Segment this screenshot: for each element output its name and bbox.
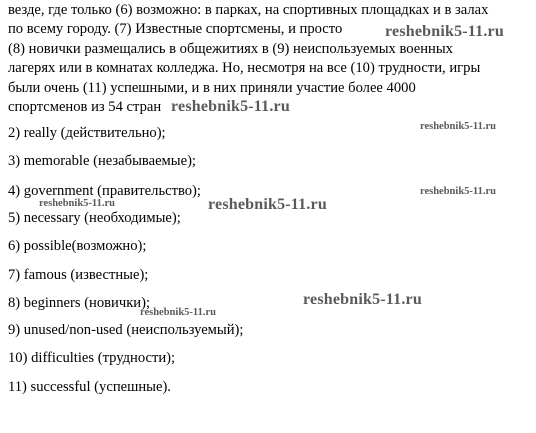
watermark-logo: reshebnik5-11.ru <box>171 98 290 115</box>
watermark-logo: reshebnik5-11.ru <box>39 198 115 209</box>
watermark-logo: reshebnik5-11.ru <box>303 291 422 308</box>
paragraph-line: по всему городу. (7) Известные спортсмены, и просто <box>8 21 343 38</box>
watermark-logo: reshebnik5-11.ru <box>420 121 496 132</box>
answer-item-9: 9) unused/non-used (неиспользуемый); <box>8 322 244 338</box>
answer-item-6: 6) possible(возможно); <box>8 238 147 254</box>
watermark-logo: reshebnik5-11.ru <box>420 186 496 197</box>
paragraph-line: везде, где только (6) возможно: в парках, на спортивных площадках и в залах <box>8 2 489 18</box>
answer-item-3: 3) memorable (незабываемые); <box>8 153 196 169</box>
answer-item-10: 10) difficulties (трудности); <box>8 350 176 366</box>
watermark-logo: reshebnik5-11.ru <box>385 23 504 40</box>
watermark-logo: reshebnik5-11.ru <box>140 307 216 318</box>
answer-item-2: 2) really (действительно); <box>8 125 166 141</box>
watermark-logo: reshebnik5-11.ru <box>208 196 327 213</box>
answer-item-5: 5) necessary (необходимые); <box>8 210 181 226</box>
answer-item-7: 7) famous (известные); <box>8 267 149 283</box>
paragraph-line: лагерях или в комнатах колледжа. Но, несмотря на все (10) трудности, игры <box>8 60 481 77</box>
paragraph-line: спортсменов из 54 стран <box>8 98 162 115</box>
answer-item-8: 8) beginners (новички); <box>8 295 151 311</box>
answer-item-11: 11) successful (успешные). <box>8 379 171 395</box>
answer-item-4: 4) government (правительство); <box>8 183 201 199</box>
paragraph-line: были очень (11) успешными, и в них приняли участие более 4000 <box>8 79 416 96</box>
paragraph-line: (8) новички размещались в общежитиях в (9) неиспользуемых военных <box>8 40 453 57</box>
